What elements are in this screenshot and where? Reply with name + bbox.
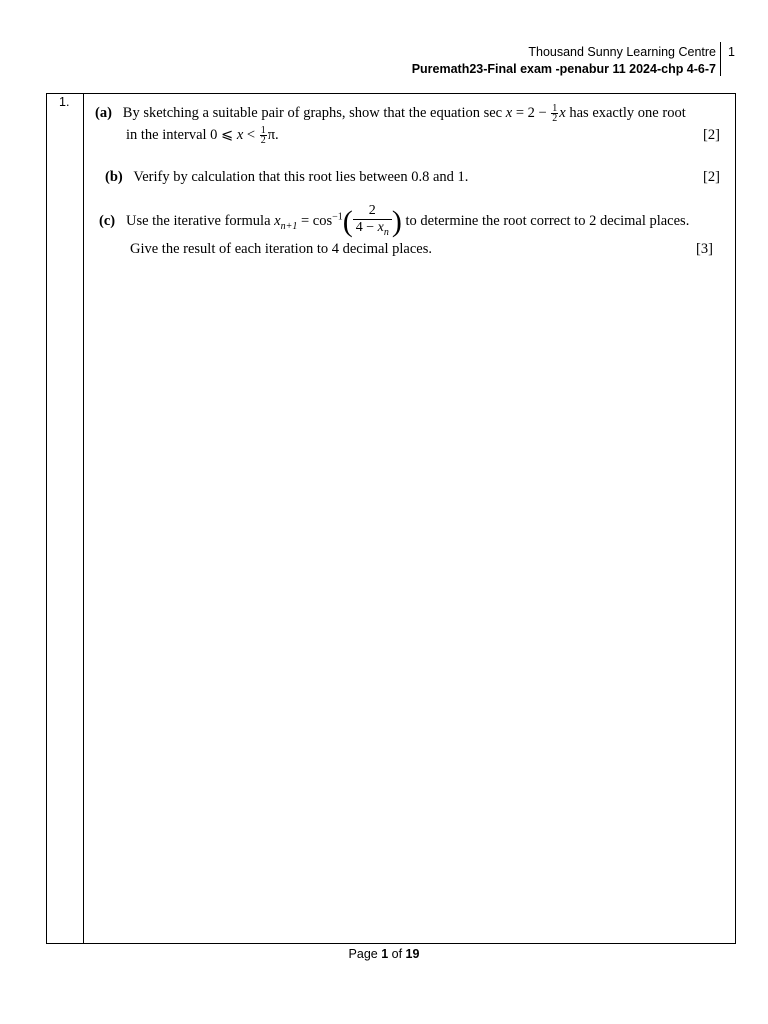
fraction-numerator: 1: [260, 125, 266, 137]
iterative-inverse-superscript: −1: [332, 211, 343, 223]
part-a-label: (a): [95, 105, 112, 121]
footer-total-pages: 19: [405, 947, 420, 961]
right-paren: ): [391, 204, 402, 238]
part-a-interval-x: x: [236, 127, 244, 143]
header-divider: [720, 42, 721, 76]
fraction-denominator: 2: [552, 113, 558, 125]
part-a-pi: π.: [267, 127, 279, 143]
part-a-var-x: x: [505, 105, 513, 121]
iterative-cos: = cos: [297, 213, 333, 230]
part-b-line: [105, 168, 468, 186]
part-c-text-end: to determine the root correct to 2 decimal places.: [405, 213, 690, 230]
part-a-marks: [2]: [703, 127, 720, 143]
part-c-instruction: Give the result of each iteration to 4 decimal places.: [130, 241, 432, 257]
iterative-subscript: n+1: [280, 221, 298, 233]
part-a-line-2: [126, 126, 279, 145]
footer-prefix: Page: [348, 947, 382, 961]
centre-name: Thousand Sunny Learning Centre: [528, 45, 716, 59]
denominator-x: x: [377, 220, 384, 235]
part-c-line-1: [99, 203, 689, 241]
fraction-numerator: 1: [552, 103, 558, 115]
part-a-interval-fraction: [260, 126, 267, 145]
page-footer: [0, 947, 768, 961]
fraction-denominator: 2: [260, 135, 266, 147]
part-c-line-2: [130, 240, 432, 258]
part-c-marks: [3]: [696, 241, 713, 257]
fraction-numerator: 2: [353, 203, 392, 220]
part-b-label: (b): [105, 169, 123, 185]
part-b-marks: [2]: [703, 169, 720, 185]
iterative-fraction: [353, 203, 392, 241]
footer-current-page: 1: [381, 947, 389, 961]
fraction-denominator: [353, 220, 392, 241]
part-c-label: (c): [99, 213, 116, 230]
part-a-interval-text: in the interval 0 ⩽: [126, 127, 237, 143]
left-paren: (: [342, 204, 353, 238]
question-number: 1.: [59, 95, 70, 109]
part-c-text-start: Use the iterative formula: [125, 213, 271, 230]
question-number-column-divider: [83, 93, 84, 944]
part-a-text: By sketching a suitable pair of graphs, show that the equation sec: [122, 105, 503, 121]
part-a-equation: = 2 −: [512, 105, 547, 121]
part-a-interval-lt: <: [243, 127, 259, 143]
iterative-x: x: [274, 213, 281, 230]
footer-of: of: [388, 947, 406, 961]
part-a-line-1: [95, 104, 686, 123]
part-a-half-fraction: [551, 104, 558, 123]
header-page-number: 1: [728, 45, 735, 59]
part-a-text-end: has exactly one root: [565, 105, 686, 121]
denominator-subscript: n: [383, 226, 389, 238]
part-a-var-x-2: x: [559, 105, 566, 121]
denominator-constant: 4 −: [355, 220, 378, 235]
exam-title: Puremath23-Final exam -penabur 11 2024-chp 4-6-7: [411, 62, 716, 76]
part-b-text: Verify by calculation that this root lies between 0.8 and 1.: [133, 169, 469, 185]
